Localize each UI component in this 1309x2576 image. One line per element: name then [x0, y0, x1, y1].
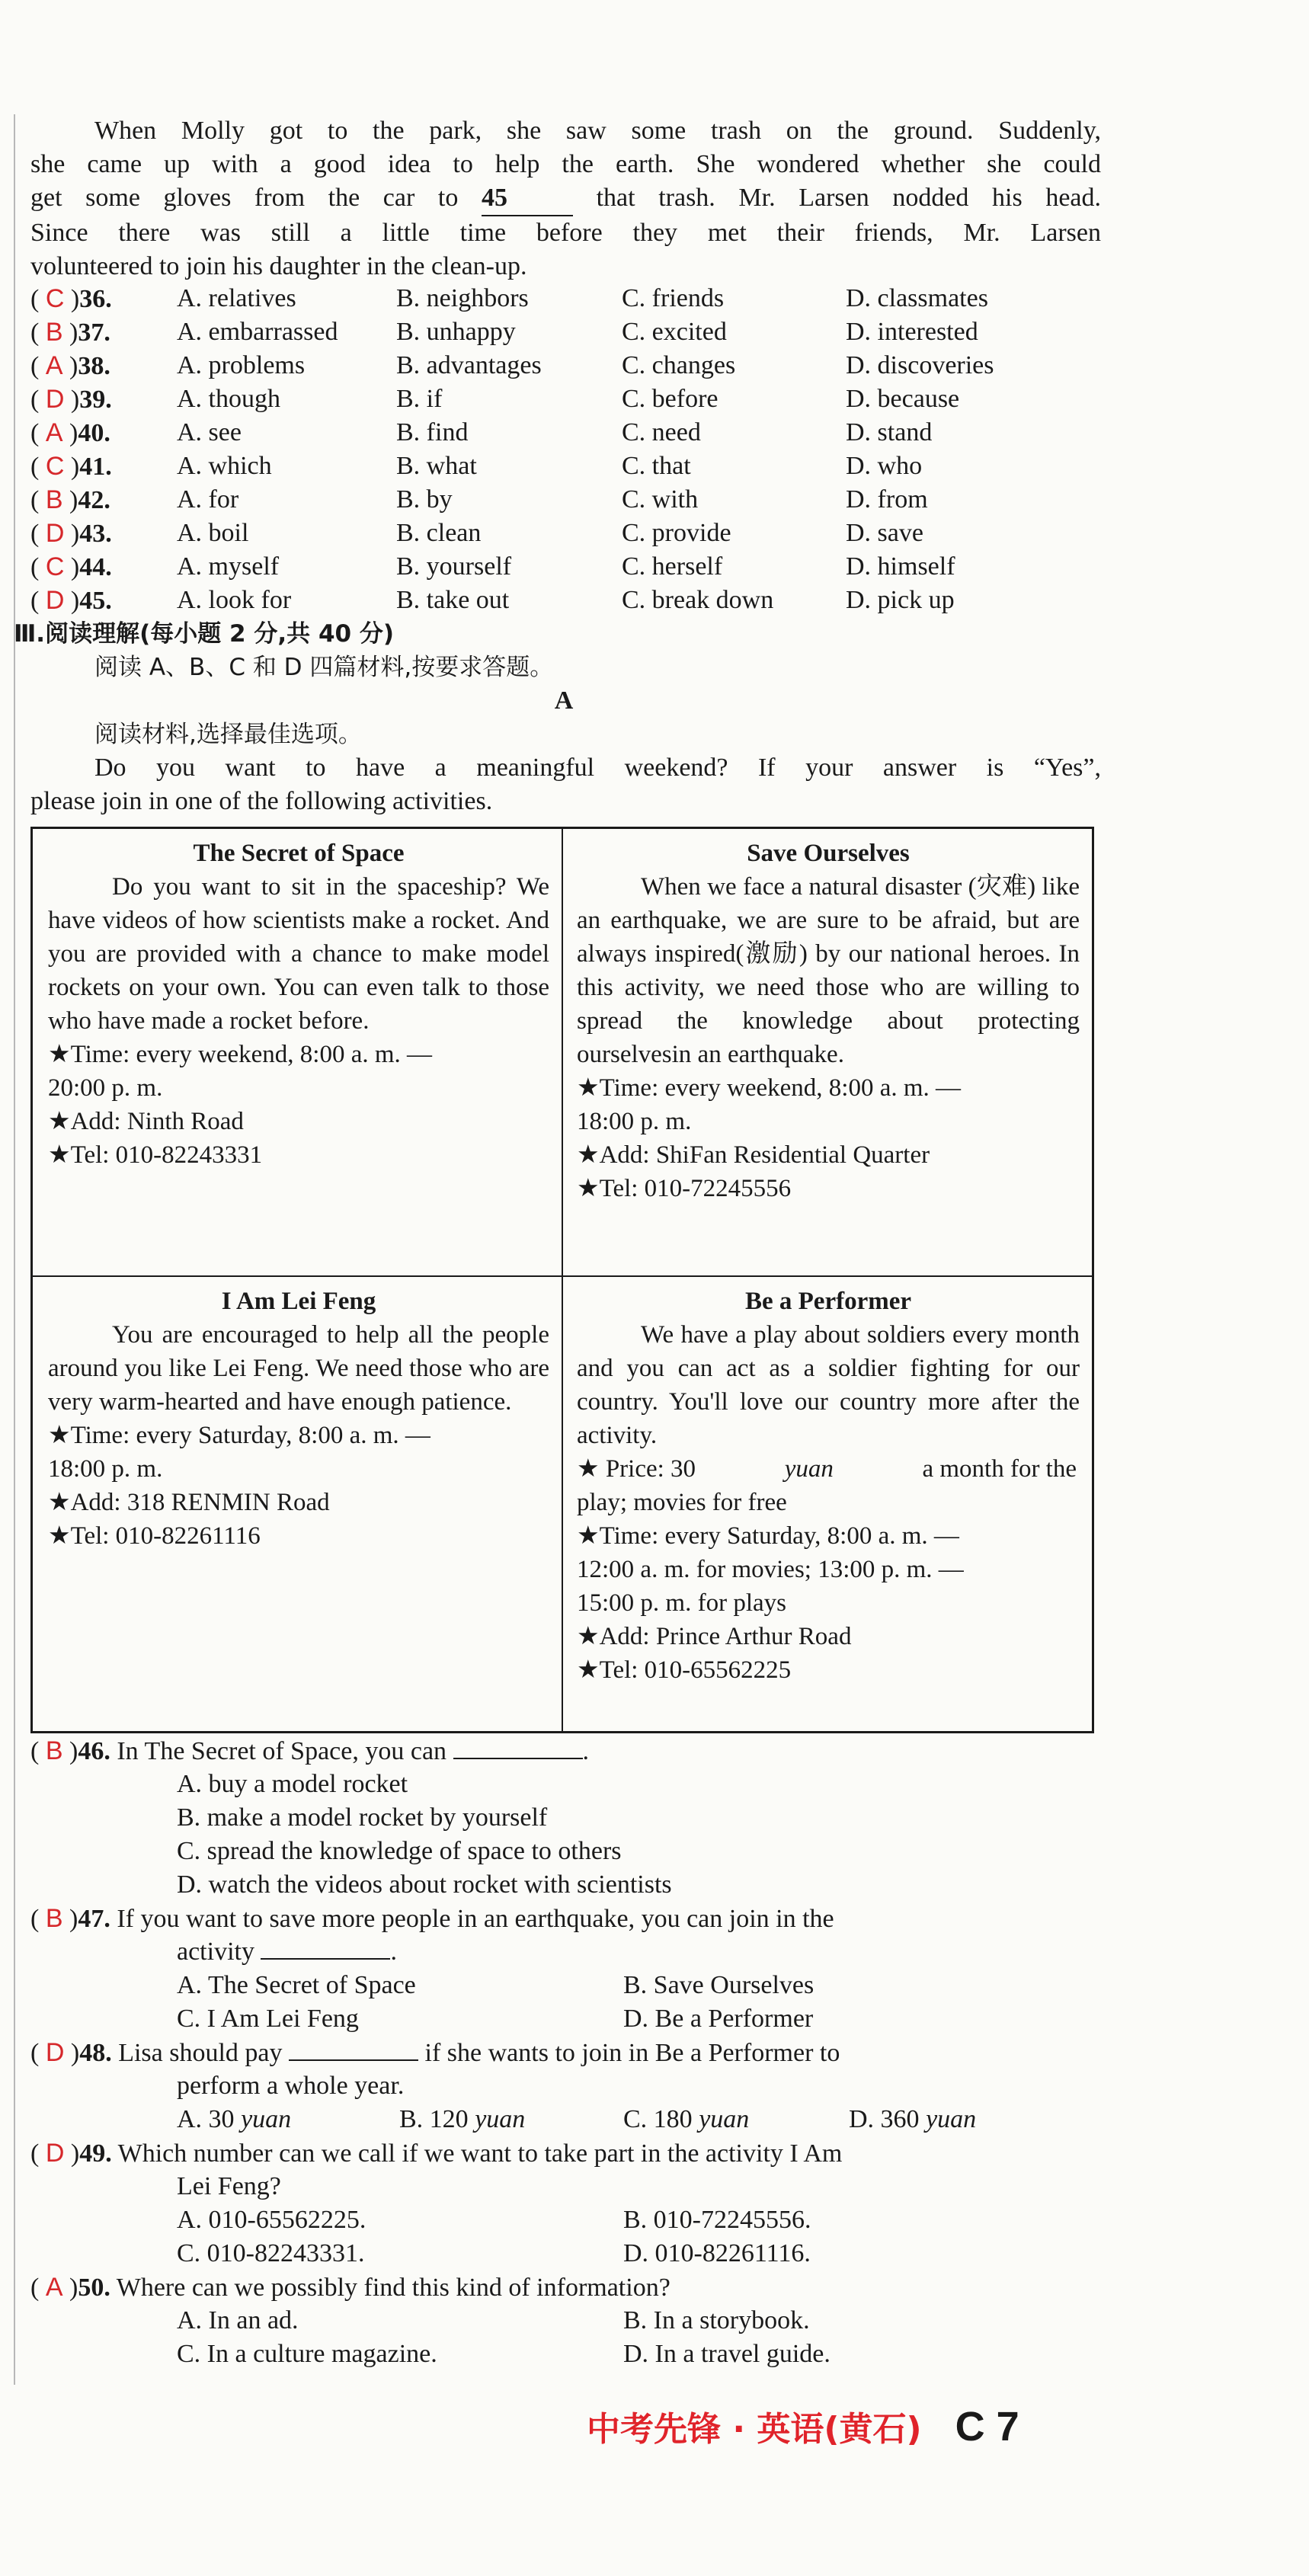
- question-number: ( D )45.: [30, 586, 112, 615]
- activity-title: Be a Performer: [744, 1288, 912, 1315]
- option-d[interactable]: D. interested: [846, 318, 978, 346]
- answer-mark: D: [45, 2139, 65, 2168]
- passage-line: volunteered to join his daughter in the clean-up.: [30, 252, 527, 280]
- question-number: ( A )38.: [30, 351, 110, 380]
- option-d[interactable]: D. stand: [846, 418, 933, 446]
- cloze-question-45: [30, 584, 1112, 617]
- activity-time: 20:00 p. m.: [48, 1074, 163, 1102]
- activities-table: [30, 827, 1094, 1733]
- option[interactable]: C. 010-82243331.: [177, 2239, 365, 2267]
- intro-line: please join in one of the following activities.: [30, 787, 493, 815]
- option-d[interactable]: D. from: [846, 485, 928, 514]
- option-a[interactable]: A. embarrassed: [177, 318, 338, 346]
- cloze-question-40: [30, 416, 1112, 450]
- margin-rule: [14, 114, 15, 2385]
- option-c[interactable]: C. with: [622, 485, 699, 514]
- page-number: C 7: [955, 2404, 1019, 2450]
- option-d[interactable]: D. himself: [846, 552, 955, 581]
- activity-time: ★Time: every Saturday, 8:00 a. m. —: [577, 1522, 959, 1550]
- section-title: Ⅲ.阅读理解(每小题 2 分,共 40 分): [14, 620, 395, 648]
- option[interactable]: D. In a travel guide.: [623, 2340, 831, 2368]
- blank-45: 45: [482, 181, 573, 216]
- cloze-question-43: [30, 517, 1112, 550]
- option[interactable]: D. Be a Performer: [623, 2005, 814, 2033]
- question-46: ( B )46. In The Secret of Space, you can .: [30, 1736, 590, 1765]
- activity-phone: ★Tel: 010-72245556: [577, 1175, 792, 1202]
- question-50: ( A )50. Where can we possibly find this kind of information?: [30, 2273, 671, 2302]
- activity-time: ★Time: every Saturday, 8:00 a. m. —: [48, 1422, 430, 1449]
- question-48: ( D )48. Lisa should pay if she wants to join in Be a Performer to: [30, 2038, 840, 2067]
- option[interactable]: C. In a culture magazine.: [177, 2340, 437, 2368]
- option-b[interactable]: B. find: [396, 418, 469, 446]
- question-number: ( B )42.: [30, 485, 110, 514]
- passage-text: get some gloves from the car to: [30, 184, 459, 212]
- activity-title: I Am Lei Feng: [221, 1288, 376, 1315]
- passage-line: [30, 181, 1101, 216]
- option-b[interactable]: B. unhappy: [396, 318, 516, 346]
- activity-time: ★Time: every weekend, 8:00 a. m. —: [577, 1074, 962, 1102]
- option-c[interactable]: C. provide: [622, 519, 731, 547]
- option[interactable]: C. 180 yuan: [623, 2105, 750, 2133]
- activity-time: 15:00 p. m. for plays: [577, 1589, 786, 1617]
- option-d[interactable]: D. classmates: [846, 284, 988, 312]
- option-a[interactable]: A. problems: [177, 351, 306, 379]
- option-b[interactable]: B. clean: [396, 519, 482, 547]
- activity-address: ★Add: Ninth Road: [48, 1108, 244, 1135]
- answer-mark: D: [45, 586, 65, 615]
- activity-phone: ★Tel: 010-65562225: [577, 1656, 792, 1684]
- footer-brand: 中考先锋 · 英语(黄石): [587, 2410, 922, 2449]
- option[interactable]: A. 30 yuan: [177, 2105, 292, 2133]
- option-d[interactable]: D. because: [846, 385, 960, 413]
- section-instruction: 阅读 A、B、C 和 D 四篇材料,按要求答题。: [94, 654, 554, 681]
- cloze-question-38: [30, 349, 1112, 382]
- activity-time: ★Time: every weekend, 8:00 a. m. —: [48, 1041, 433, 1068]
- option-d[interactable]: D. who: [846, 452, 923, 480]
- answer-mark: A: [45, 418, 63, 447]
- cloze-question-36: [30, 282, 1112, 315]
- option[interactable]: B. In a storybook.: [623, 2306, 810, 2334]
- option-b[interactable]: B. by: [396, 485, 453, 514]
- page-footer: [587, 2400, 1019, 2453]
- answer-mark: D: [45, 385, 65, 414]
- option[interactable]: B. Save Ourselves: [623, 1971, 815, 1999]
- answer-mark: B: [45, 318, 63, 347]
- answer-mark: D: [45, 519, 65, 548]
- option-a[interactable]: A. look for: [177, 586, 292, 614]
- activity-be-a-performer: [563, 1277, 1092, 1687]
- answer-mark: C: [45, 452, 65, 481]
- activity-address: ★Add: 318 RENMIN Road: [48, 1489, 330, 1516]
- activity-time: 18:00 p. m.: [48, 1455, 163, 1483]
- activity-description: You are encouraged to help all the people around you like Lei Feng. We need those who are very warm-hearted and have enough patience.: [48, 1321, 549, 1416]
- activity-phone: ★Tel: 010-82261116: [48, 1522, 261, 1550]
- intro-line: Do you want to have a meaningful weekend? If your answer is “Yes”,: [94, 754, 1101, 782]
- option[interactable]: D. 360 yuan: [849, 2105, 977, 2133]
- activity-price: ★ Price: 30 yuan a month for the: [577, 1455, 1077, 1483]
- option-b[interactable]: B. if: [396, 385, 443, 413]
- option[interactable]: B. 120 yuan: [399, 2105, 526, 2133]
- activity-price: play; movies for free: [577, 1489, 787, 1516]
- option-a[interactable]: A. though: [177, 385, 280, 413]
- option-c[interactable]: C. herself: [622, 552, 723, 581]
- cloze-question-42: [30, 483, 1112, 517]
- activity-title: The Secret of Space: [193, 840, 405, 867]
- question-47: ( B )47. If you want to save more people in an earthquake, you can join in the: [30, 1904, 834, 1933]
- option-c[interactable]: C. excited: [622, 318, 727, 346]
- cloze-question-44: [30, 550, 1112, 584]
- option-c[interactable]: C. before: [622, 385, 719, 413]
- option[interactable]: D. 010-82261116.: [623, 2239, 811, 2267]
- option-c[interactable]: C. need: [622, 418, 701, 446]
- option-a[interactable]: A. which: [177, 452, 272, 480]
- activity-address: ★Add: ShiFan Residential Quarter: [577, 1141, 930, 1169]
- question-48-cont: perform a whole year.: [177, 2072, 405, 2100]
- option-a[interactable]: A. for: [177, 485, 239, 514]
- passage-line: When Molly got to the park, she saw some trash on the ground. Suddenly,: [94, 117, 1101, 145]
- cloze-passage: [30, 114, 1101, 283]
- option-d[interactable]: D. pick up: [846, 586, 955, 614]
- activity-time: 12:00 a. m. for movies; 13:00 p. m. —: [577, 1556, 964, 1583]
- answer-mark: A: [45, 2273, 63, 2302]
- option-a[interactable]: A. relatives: [177, 284, 296, 312]
- cloze-question-41: [30, 450, 1112, 483]
- option[interactable]: C. spread the knowledge of space to others: [177, 1837, 622, 1865]
- option[interactable]: B. 010-72245556.: [623, 2206, 811, 2234]
- passage-text: that trash. Mr. Larsen nodded his head.: [596, 184, 1102, 212]
- activity-lei-feng: [33, 1277, 562, 1553]
- activity-description: Do you want to sit in the spaceship? We have videos of how scientists make a rocket. And you are provided with a chance to make model rockets on your own. You can even talk to those who have made a rocket before.: [48, 873, 549, 1035]
- option-b[interactable]: B. yourself: [396, 552, 512, 581]
- part-label: A: [554, 686, 574, 715]
- option[interactable]: A. 010-65562225.: [177, 2206, 366, 2234]
- option-b[interactable]: B. neighbors: [396, 284, 529, 312]
- question-number: ( D )39.: [30, 385, 112, 414]
- option-d[interactable]: D. discoveries: [846, 351, 994, 379]
- answer-mark: A: [45, 351, 63, 380]
- activity-time: 18:00 p. m.: [577, 1108, 692, 1135]
- option-c[interactable]: C. changes: [622, 351, 736, 379]
- passage-line: Since there was still a little time before they met their friends, Mr. Larsen: [30, 219, 1101, 247]
- activity-save-ourselves: [563, 829, 1092, 1205]
- option-d[interactable]: D. save: [846, 519, 923, 547]
- activity-phone: ★Tel: 010-82243331: [48, 1141, 263, 1169]
- option-b[interactable]: B. advantages: [396, 351, 542, 379]
- passage-line: she came up with a good idea to help the earth. She wondered whether she could: [30, 150, 1101, 178]
- intro: [30, 751, 1101, 818]
- option[interactable]: D. watch the videos about rocket with scientists: [177, 1870, 672, 1899]
- answer-mark: B: [45, 1736, 63, 1765]
- question-49-cont: Lei Feng?: [177, 2172, 281, 2200]
- answer-mark: B: [45, 485, 63, 514]
- question-number: ( C )41.: [30, 452, 112, 481]
- question-number: ( C )44.: [30, 552, 112, 581]
- activity-secret-of-space: [33, 829, 562, 1172]
- answer-mark: B: [45, 1904, 63, 1933]
- option-a[interactable]: A. myself: [177, 552, 280, 581]
- activity-description: When we face a natural disaster (灾难) like an earthquake, we are sure to be afraid, but are always inspired(激励) by our national heroes. In this activity, we need those who are willing to spread the knowledge about protecting ourselvesin an earthquake.: [577, 873, 1080, 1068]
- question-number: ( A )40.: [30, 418, 110, 447]
- question-number: ( D )43.: [30, 519, 112, 548]
- option[interactable]: A. In an ad.: [177, 2306, 299, 2334]
- activity-description: We have a play about soldiers every month and you can act as a soldier fighting for our country. You'll love our country more after the activity.: [577, 1321, 1080, 1449]
- option-a[interactable]: A. see: [177, 418, 242, 446]
- question-number: ( C )36.: [30, 284, 112, 313]
- option-b[interactable]: B. what: [396, 452, 477, 480]
- answer-mark: C: [45, 552, 65, 581]
- sub-instruction: 阅读材料,选择最佳选项。: [94, 721, 362, 748]
- option-c[interactable]: C. that: [622, 452, 691, 480]
- question-47-cont: activity .: [177, 1935, 397, 1969]
- option[interactable]: A. The Secret of Space: [177, 1971, 416, 1999]
- option-c[interactable]: C. friends: [622, 284, 725, 312]
- option[interactable]: A. buy a model rocket: [177, 1770, 408, 1798]
- cloze-question-37: [30, 315, 1112, 349]
- cloze-question-39: [30, 382, 1112, 416]
- activity-title: Save Ourselves: [747, 840, 910, 867]
- answer-mark: D: [45, 2038, 65, 2067]
- answer-mark: C: [45, 284, 65, 313]
- option-a[interactable]: A. boil: [177, 519, 249, 547]
- option-b[interactable]: B. take out: [396, 586, 510, 614]
- option[interactable]: C. I Am Lei Feng: [177, 2005, 359, 2033]
- option-c[interactable]: C. break down: [622, 586, 774, 614]
- question-number: ( B )37.: [30, 318, 110, 347]
- option[interactable]: B. make a model rocket by yourself: [177, 1803, 548, 1832]
- activity-address: ★Add: Prince Arthur Road: [577, 1623, 852, 1650]
- question-49: ( D )49. Which number can we call if we want to take part in the activity I Am: [30, 2139, 843, 2168]
